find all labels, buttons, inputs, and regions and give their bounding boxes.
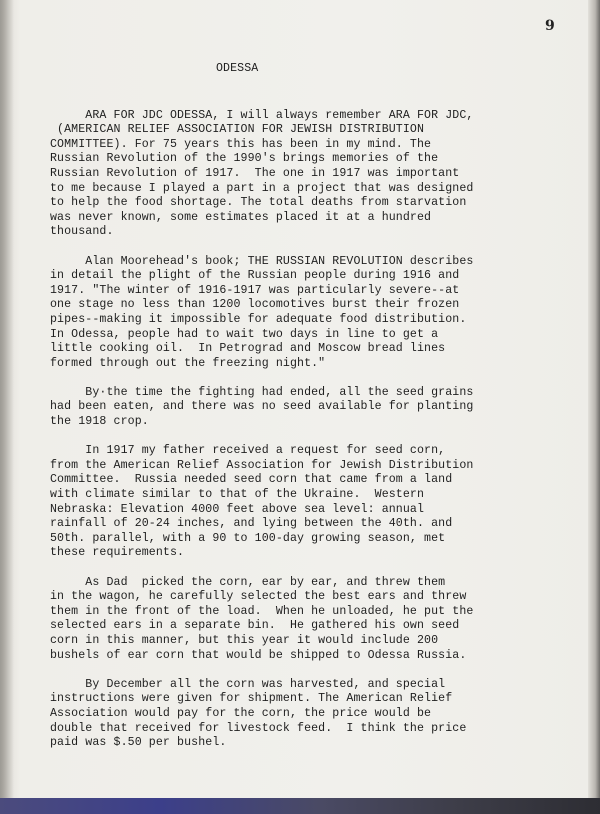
document-body <box>50 62 510 765</box>
scanner-bed-edge <box>0 798 600 814</box>
paragraph-6: By December all the corn was harvested, and special instructions were given for shipment. The American Relief Association would pay for the corn, the price would be double that received for livestock feed. I think the price paid was $.50 per bushel. <box>50 677 467 750</box>
paragraph-1: ARA FOR JDC ODESSA, I will always remember ARA FOR JDC, (AMERICAN RELIEF ASSOCIATION FOR JEWISH DISTRIBUTION COMMITTEE). For 75 years this has been in my mind. The Russian Revolution of the 1990's brings memories of the Russian Revolution of 1917. The one in 1917 was important to me because I played a part in a project that was designed to help the food shortage. The total deaths from starvation was never known, some estimates placed it at a hundred thousand. <box>50 108 474 239</box>
paragraph-4: In 1917 my father received a request for seed corn, from the American Relief Association for Jewish Distribution Committee. Russia needed seed corn that came from a land with climate similar to that of the Ukraine. Western Nebraska: Elevation 4000 feet above sea level: annual rainfall of 20-24 inches, and lying between the 40th. and 50th. parallel, with a 90 to 100-day growing season, met these requirements. <box>50 444 474 560</box>
paragraph-5: As Dad picked the corn, ear by ear, and threw them in the wagon, he carefully selected the best ears and threw them in the front of the load. When he unloaded, he put the selected ears in a separate bin. He gathered his own seed corn in this manner, but this year it would include 200 bushels of ear corn that would be shipped to Odessa Russia. <box>50 575 474 662</box>
document-title: ODESSA <box>216 62 259 75</box>
paragraph-3: By·the time the fighting had ended, all the seed grains had been eaten, and there was no seed available for planting the 1918 crop. <box>50 385 474 429</box>
paragraph-2: Alan Moorehead's book; THE RUSSIAN REVOLUTION describes in detail the plight of the Russian people during 1916 and 1917. "The winter of 1916-1917 was particularly severe--at one stage no less than 1200 locomotives burst their frozen pipes--making it impossible for adequate food distribution. In Odessa, people had to wait two days in line to get a little cooking oil. In Petrograd and Moscow bread lines formed through out the freezing night." <box>50 254 474 370</box>
page-number: 9 <box>545 18 555 34</box>
binding-shadow <box>0 0 14 814</box>
page-edge <box>588 0 600 814</box>
